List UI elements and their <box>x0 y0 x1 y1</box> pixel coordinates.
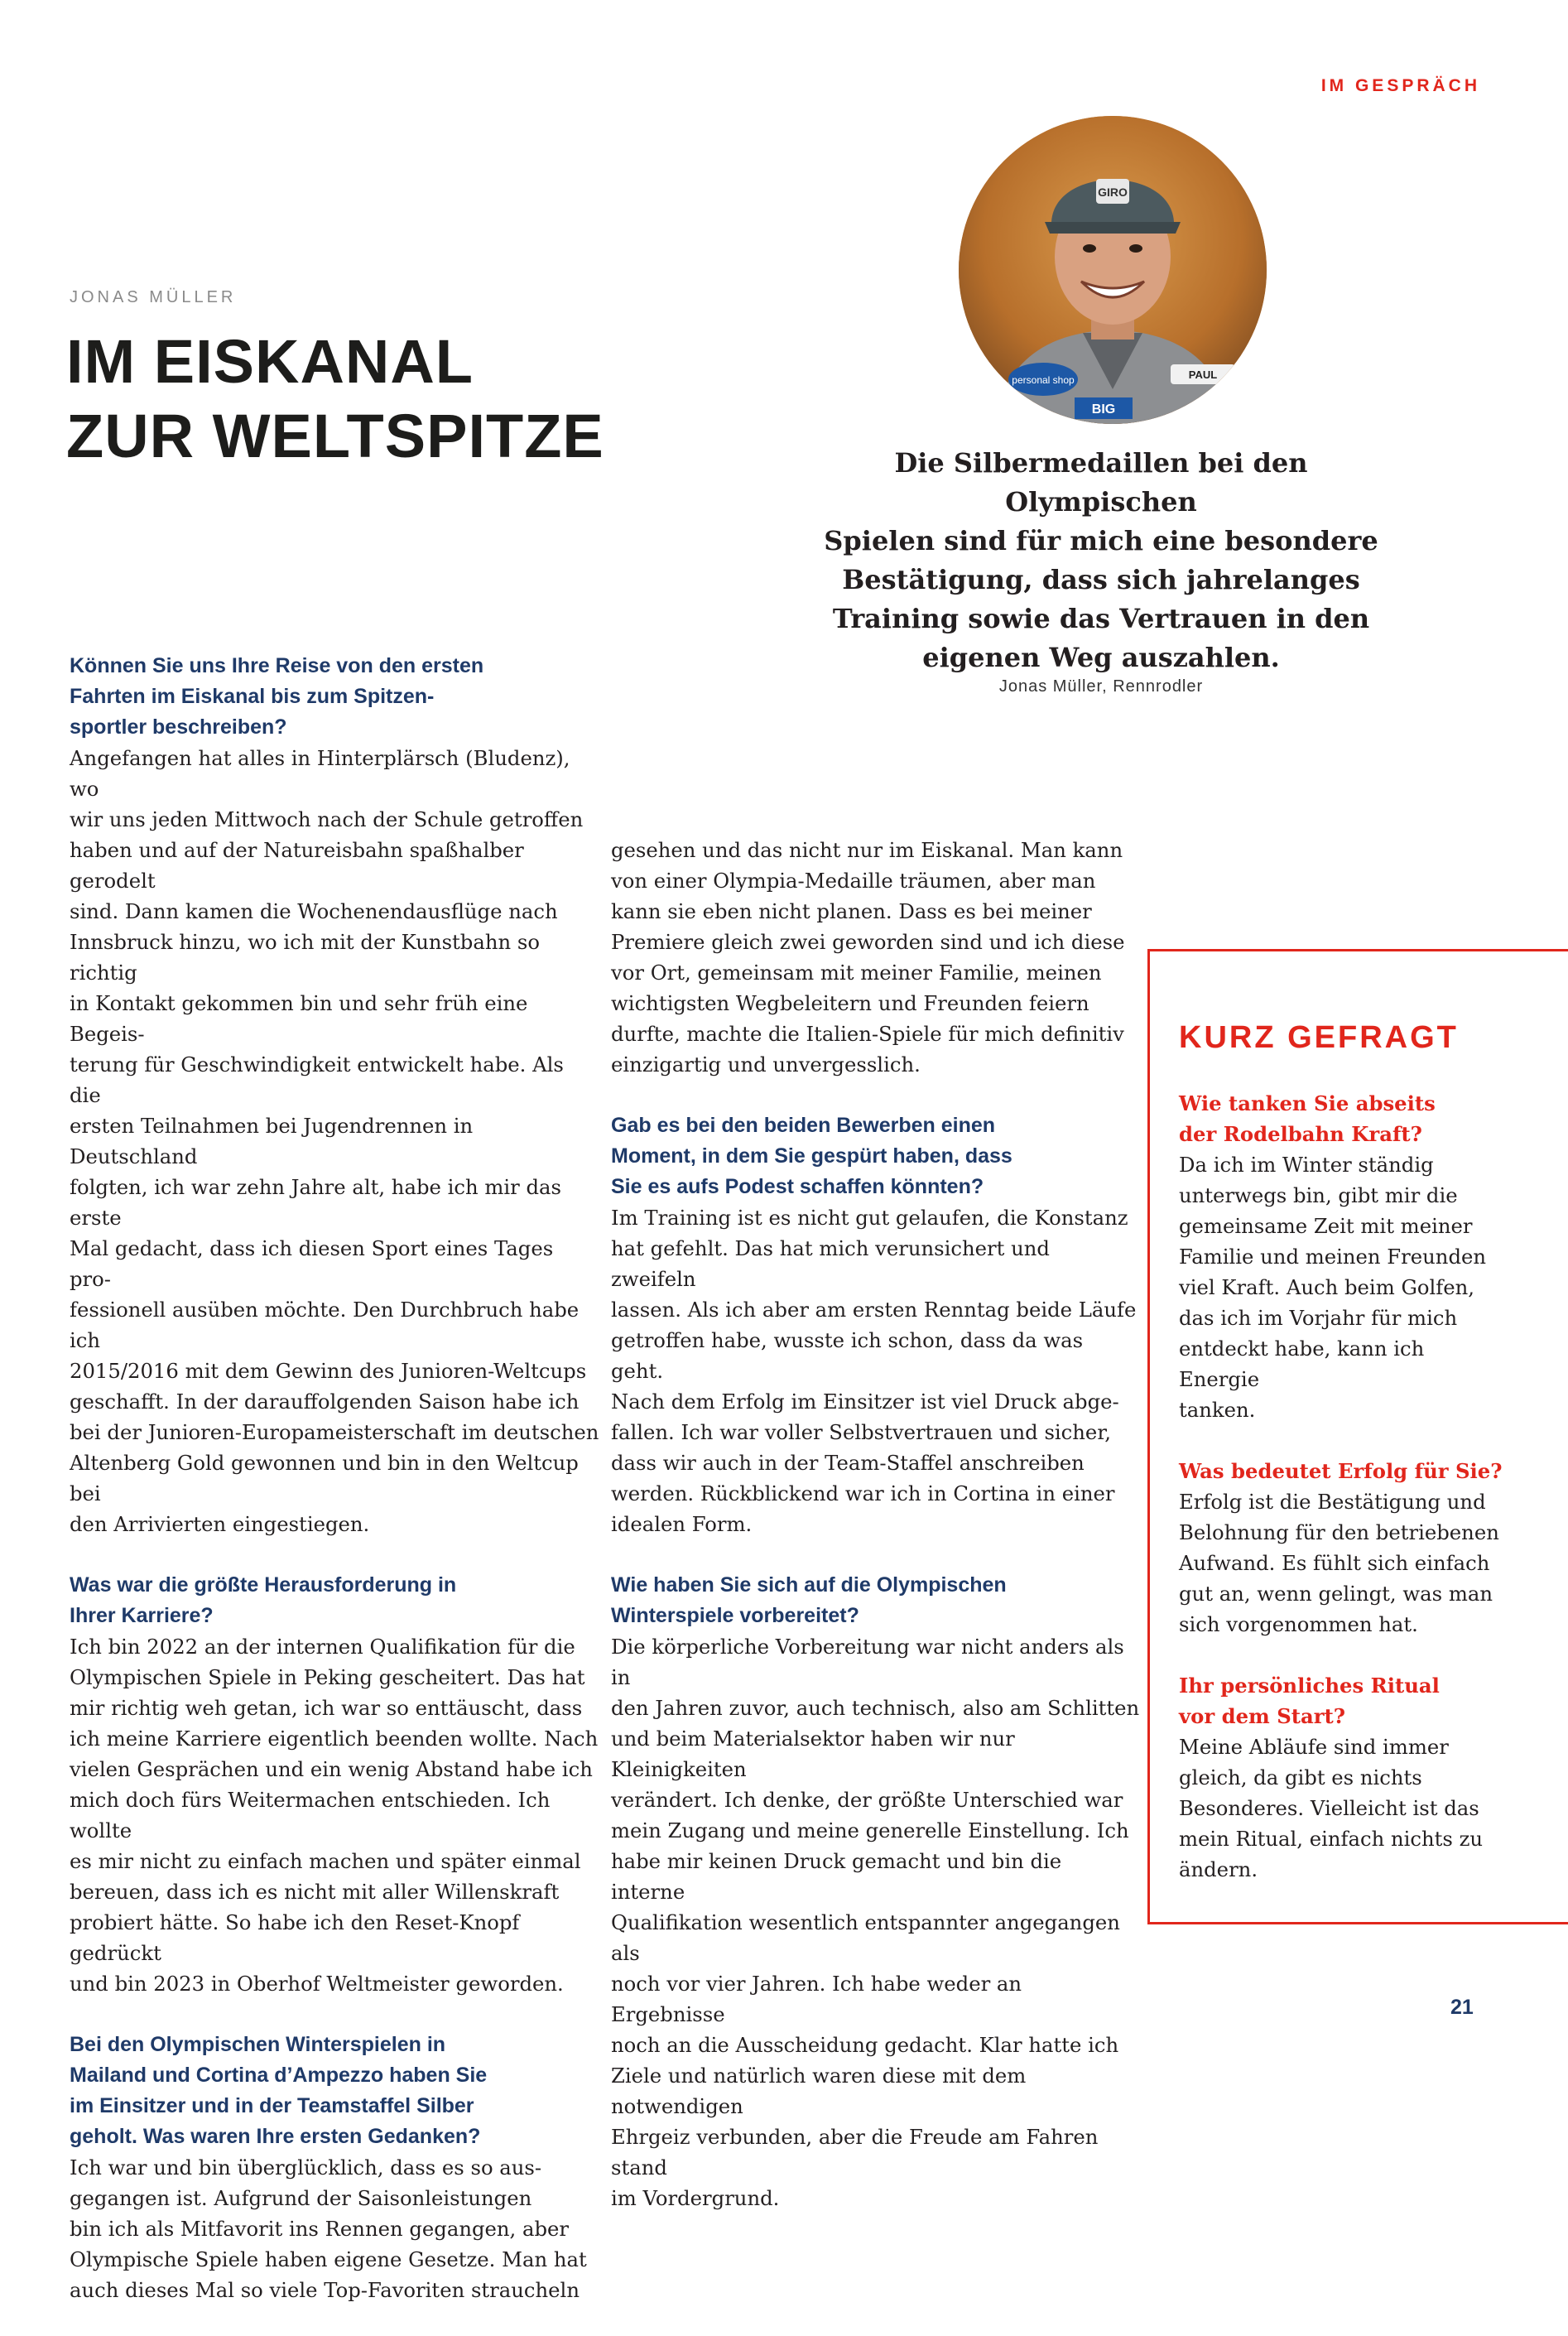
answer-line: noch vor vier Jahren. Ich habe weder an Ergebnisse <box>611 1972 1022 2026</box>
answer-line: Ich war und bin überglücklich, dass es so aus- <box>70 2155 542 2179</box>
question-line: Ihr persönliches Ritual <box>1179 1674 1440 1698</box>
answer-line: Meine Abläufe sind immer <box>1179 1735 1449 1759</box>
answer-line: fallen. Ich war voller Selbstvertrauen und sicher, <box>611 1420 1111 1444</box>
question-line: der Rodelbahn Kraft? <box>1179 1122 1422 1146</box>
answer-line: Olympische Spiele haben eigene Gesetze. Man hat <box>70 2247 587 2271</box>
question-line: Moment, in dem Sie gespürt haben, dass <box>611 1144 1012 1168</box>
answer-line: Olympischen Spiele in Peking gescheitert. Das hat <box>70 1665 585 1689</box>
answer-line: gegangen ist. Aufgrund der Saisonleistungen <box>70 2186 532 2210</box>
answer-line: dass wir auch in der Team-Staffel anschreiben <box>611 1451 1085 1475</box>
answer-line: bereuen, dass ich es nicht mit aller Willenskraft <box>70 1880 560 1904</box>
answer-line: in Kontakt gekommen bin und sehr früh eine Begeis- <box>70 991 528 1046</box>
answer-line: sind. Dann kamen die Wochenendausflüge nach <box>70 899 558 923</box>
section-label: IM GESPRÄCH <box>1320 76 1480 95</box>
answer-line: entdeckt habe, kann ich Energie <box>1179 1337 1425 1391</box>
answer-line: bei der Junioren-Europameisterschaft im deutschen <box>70 1420 599 1444</box>
page-number: 21 <box>1450 1996 1474 2019</box>
answer-line: durfte, machte die Italien-Spiele für mich definitiv <box>611 1022 1124 1046</box>
question-line: Wie haben Sie sich auf die Olympischen <box>611 1573 1007 1597</box>
answer-line: ersten Teilnahmen bei Jugendrennen in Deutschland <box>70 1114 474 1168</box>
answer-line: noch an die Ausscheidung gedacht. Klar hatte ich <box>611 2033 1119 2057</box>
answer-line: werden. Rückblickend war ich in Cortina in einer <box>611 1481 1115 1505</box>
qa-block <box>611 1110 1141 1539</box>
question-line: Gab es bei den beiden Bewerben einen <box>611 1114 996 1137</box>
answer-line: Angefangen hat alles in Hinterplärsch (Bludenz), wo <box>70 746 570 801</box>
question-line: Was bedeutet Erfolg für Sie? <box>1179 1459 1503 1483</box>
answer-line: hat gefehlt. Das hat mich verunsichert und zweifeln <box>611 1236 1050 1291</box>
question-line: Sie es aufs Podest schaffen könnten? <box>611 1175 984 1198</box>
answer-line: Aufwand. Es fühlt sich einfach <box>1179 1551 1490 1575</box>
answer-line: Mal gedacht, dass ich diesen Sport eines Tages pro- <box>70 1236 554 1291</box>
answer-line: ändern. <box>1179 1857 1258 1881</box>
answer-line: mein Ritual, einfach nichts zu <box>1179 1827 1484 1851</box>
answer-line: Altenberg Gold gewonnen und bin in den Weltcup bei <box>70 1451 579 1505</box>
answer-line: getroffen habe, wusste ich schon, dass da was geht. <box>611 1328 1084 1383</box>
question-line: im Einsitzer und in der Teamstaffel Silber <box>70 2094 474 2117</box>
quote-line: Bestätigung, dass sich jahrelanges <box>842 564 1360 595</box>
answer-line: Innsbruck hinzu, wo ich mit der Kunstbahn so richtig <box>70 930 540 985</box>
answer-line: Familie und meinen Freunden <box>1179 1245 1487 1269</box>
answer-line: den Jahren zuvor, auch technisch, also am Schlitten <box>611 1696 1140 1720</box>
qa-block <box>611 1570 1141 2213</box>
answer-line: Ich bin 2022 an der internen Qualifikation für die <box>70 1635 575 1659</box>
qa-block <box>70 1570 599 1999</box>
answer-line: gut an, wenn gelingt, was man <box>1179 1582 1493 1606</box>
answer-line: tanken. <box>1179 1398 1256 1422</box>
answer-line: Qualifikation wesentlich entspannter angegangen als <box>611 1910 1120 1965</box>
question-line: Wie tanken Sie abseits <box>1179 1091 1436 1115</box>
answer-line: wir uns jeden Mittwoch nach der Schule getroffen <box>70 807 584 831</box>
answer-line: Belohnung für den betriebenen <box>1179 1520 1499 1544</box>
answer-line: einzigartig und unvergesslich. <box>611 1052 921 1076</box>
answer-line: vielen Gesprächen und ein wenig Abstand habe ich <box>70 1757 593 1781</box>
answer-line: Ziele und natürlich waren diese mit dem notwendigen <box>611 2064 1027 2118</box>
answer-line: Besonderes. Vielleicht ist das <box>1179 1796 1479 1820</box>
kicker-author: JONAS MÜLLER <box>70 288 237 306</box>
answer-line: terung für Geschwindigkeit entwickelt habe. Als die <box>70 1052 564 1107</box>
question-line: Winterspiele vorbereitet? <box>611 1604 859 1627</box>
question-line: Ihrer Karriere? <box>70 1604 214 1627</box>
quote-line: Training sowie das Vertrauen in den <box>832 603 1370 634</box>
answer-line: im Vordergrund. <box>611 2186 780 2210</box>
qa-block <box>1179 1456 1510 1640</box>
portrait-illustration <box>959 116 1267 424</box>
answer-line: verändert. Ich denke, der größte Unterschied war <box>611 1788 1123 1812</box>
question-line: vor dem Start? <box>1179 1704 1345 1728</box>
answer-line: unterwegs bin, gibt mir die <box>1179 1183 1458 1207</box>
answer-line: Da ich im Winter ständig <box>1179 1153 1434 1177</box>
answer-line: probiert hätte. So habe ich den Reset-Knopf gedrückt <box>70 1910 520 1965</box>
jacket-patch-text: BIG <box>1091 402 1116 417</box>
answer-line: von einer Olympia-Medaille träumen, aber man <box>611 869 1096 893</box>
answer-line: das ich im Vorjahr für mich <box>1179 1306 1458 1330</box>
quote-line: eigenen Weg auszahlen. <box>922 642 1280 673</box>
answer-line: folgten, ich war zehn Jahre alt, habe ich mir das erste <box>70 1175 562 1230</box>
question-line: geholt. Was waren Ihre ersten Gedanken? <box>70 2125 481 2148</box>
jacket-patch-text: PAUL <box>1188 368 1218 381</box>
answer-line: kann sie eben nicht planen. Dass es bei meiner <box>611 899 1092 923</box>
answer-line: Nach dem Erfolg im Einsitzer ist viel Druck abge- <box>611 1390 1119 1414</box>
answer-line: Die körperliche Vorbereitung war nicht anders als in <box>611 1635 1124 1689</box>
answer-line: lassen. Als ich aber am ersten Renntag beide Läufe <box>611 1298 1137 1322</box>
qa-block <box>611 835 1141 1080</box>
answer-line: mir richtig weh getan, ich war so enttäuscht, dass <box>70 1696 583 1720</box>
article-column-2 <box>611 835 1141 2244</box>
answer-line: mein Zugang und meine generelle Einstellung. Ich <box>611 1818 1129 1842</box>
headline-line: IM EISKANAL <box>66 327 474 396</box>
answer-line: bin ich als Mitfavorit ins Rennen gegangen, aber <box>70 2217 570 2241</box>
sidebar-body <box>1179 1088 1510 1915</box>
answer-line: und beim Materialsektor haben wir nur Kleinigkeiten <box>611 1727 1015 1781</box>
answer-line: sich vorgenommen hat. <box>1179 1612 1418 1636</box>
quote-line: Die Silbermedaillen bei den Olympischen <box>894 447 1308 518</box>
answer-line: wichtigsten Wegbeleitern und Freunden feiern <box>611 991 1089 1015</box>
qa-block <box>70 2030 599 2305</box>
answer-line: 2015/2016 mit dem Gewinn des Junioren-Weltcups <box>70 1359 587 1383</box>
answer-line: gemeinsame Zeit mit meiner <box>1179 1214 1473 1238</box>
answer-line: idealen Form. <box>611 1512 753 1536</box>
answer-line: Premiere gleich zwei geworden sind und ich diese <box>611 930 1125 954</box>
headline-line: ZUR WELTSPITZE <box>66 402 604 470</box>
question-line: Mailand und Cortina d’Ampezzo haben Sie <box>70 2064 488 2087</box>
quote-source: Jonas Müller, Rennrodler <box>998 677 1204 696</box>
answer-line: und bin 2023 in Oberhof Weltmeister geworden. <box>70 1972 564 1996</box>
article-column-1 <box>70 651 599 2336</box>
answer-line: ich meine Karriere eigentlich beenden wollte. Nach <box>70 1727 599 1751</box>
answer-line: es mir nicht zu einfach machen und später einmal <box>70 1849 581 1873</box>
answer-line: Erfolg ist die Bestätigung und <box>1179 1490 1486 1514</box>
answer-line: viel Kraft. Auch beim Golfen, <box>1179 1275 1475 1299</box>
answer-line: Ehrgeiz verbunden, aber die Freude am Fahren stand <box>611 2125 1099 2179</box>
qa-block <box>1179 1088 1510 1425</box>
question-line: sportler beschreiben? <box>70 715 287 739</box>
answer-line: habe mir keinen Druck gemacht und bin die interne <box>611 1849 1062 1904</box>
question-line: Was war die größte Herausforderung in <box>70 1573 457 1597</box>
sidebar-title: KURZ GEFRAGT <box>1179 1020 1459 1055</box>
answer-line: den Arrivierten eingestiegen. <box>70 1512 370 1536</box>
answer-line: fessionell ausüben möchte. Den Durchbruch habe ich <box>70 1298 580 1352</box>
answer-line: gesehen und das nicht nur im Eiskanal. Man kann <box>611 838 1123 862</box>
page-title <box>66 325 604 474</box>
question-line: Können Sie uns Ihre Reise von den ersten <box>70 654 484 677</box>
question-line: Bei den Olympischen Winterspielen in <box>70 2033 446 2056</box>
pull-quote <box>795 444 1407 677</box>
portrait-photo <box>959 116 1267 424</box>
answer-line: auch dieses Mal so viele Top-Favoriten straucheln <box>70 2278 580 2302</box>
answer-line: Im Training ist es nicht gut gelaufen, die Konstanz <box>611 1206 1128 1230</box>
qa-block <box>70 651 599 1539</box>
answer-line: vor Ort, gemeinsam mit meiner Familie, meinen <box>611 961 1102 985</box>
answer-line: mich doch fürs Weitermachen entschieden. Ich wollte <box>70 1788 551 1842</box>
quote-line: Spielen sind für mich eine besondere <box>824 525 1378 556</box>
question-line: Fahrten im Eiskanal bis zum Spitzen- <box>70 685 435 708</box>
cap-logo-text: GIRO <box>1098 185 1128 199</box>
answer-line: geschafft. In der darauffolgenden Saison habe ich <box>70 1390 580 1414</box>
qa-block <box>1179 1670 1510 1885</box>
answer-line: gleich, da gibt es nichts <box>1179 1765 1422 1789</box>
answer-line: haben und auf der Natureisbahn spaßhalber gerodelt <box>70 838 524 893</box>
jacket-patch-text: personal shop <box>1012 374 1075 386</box>
